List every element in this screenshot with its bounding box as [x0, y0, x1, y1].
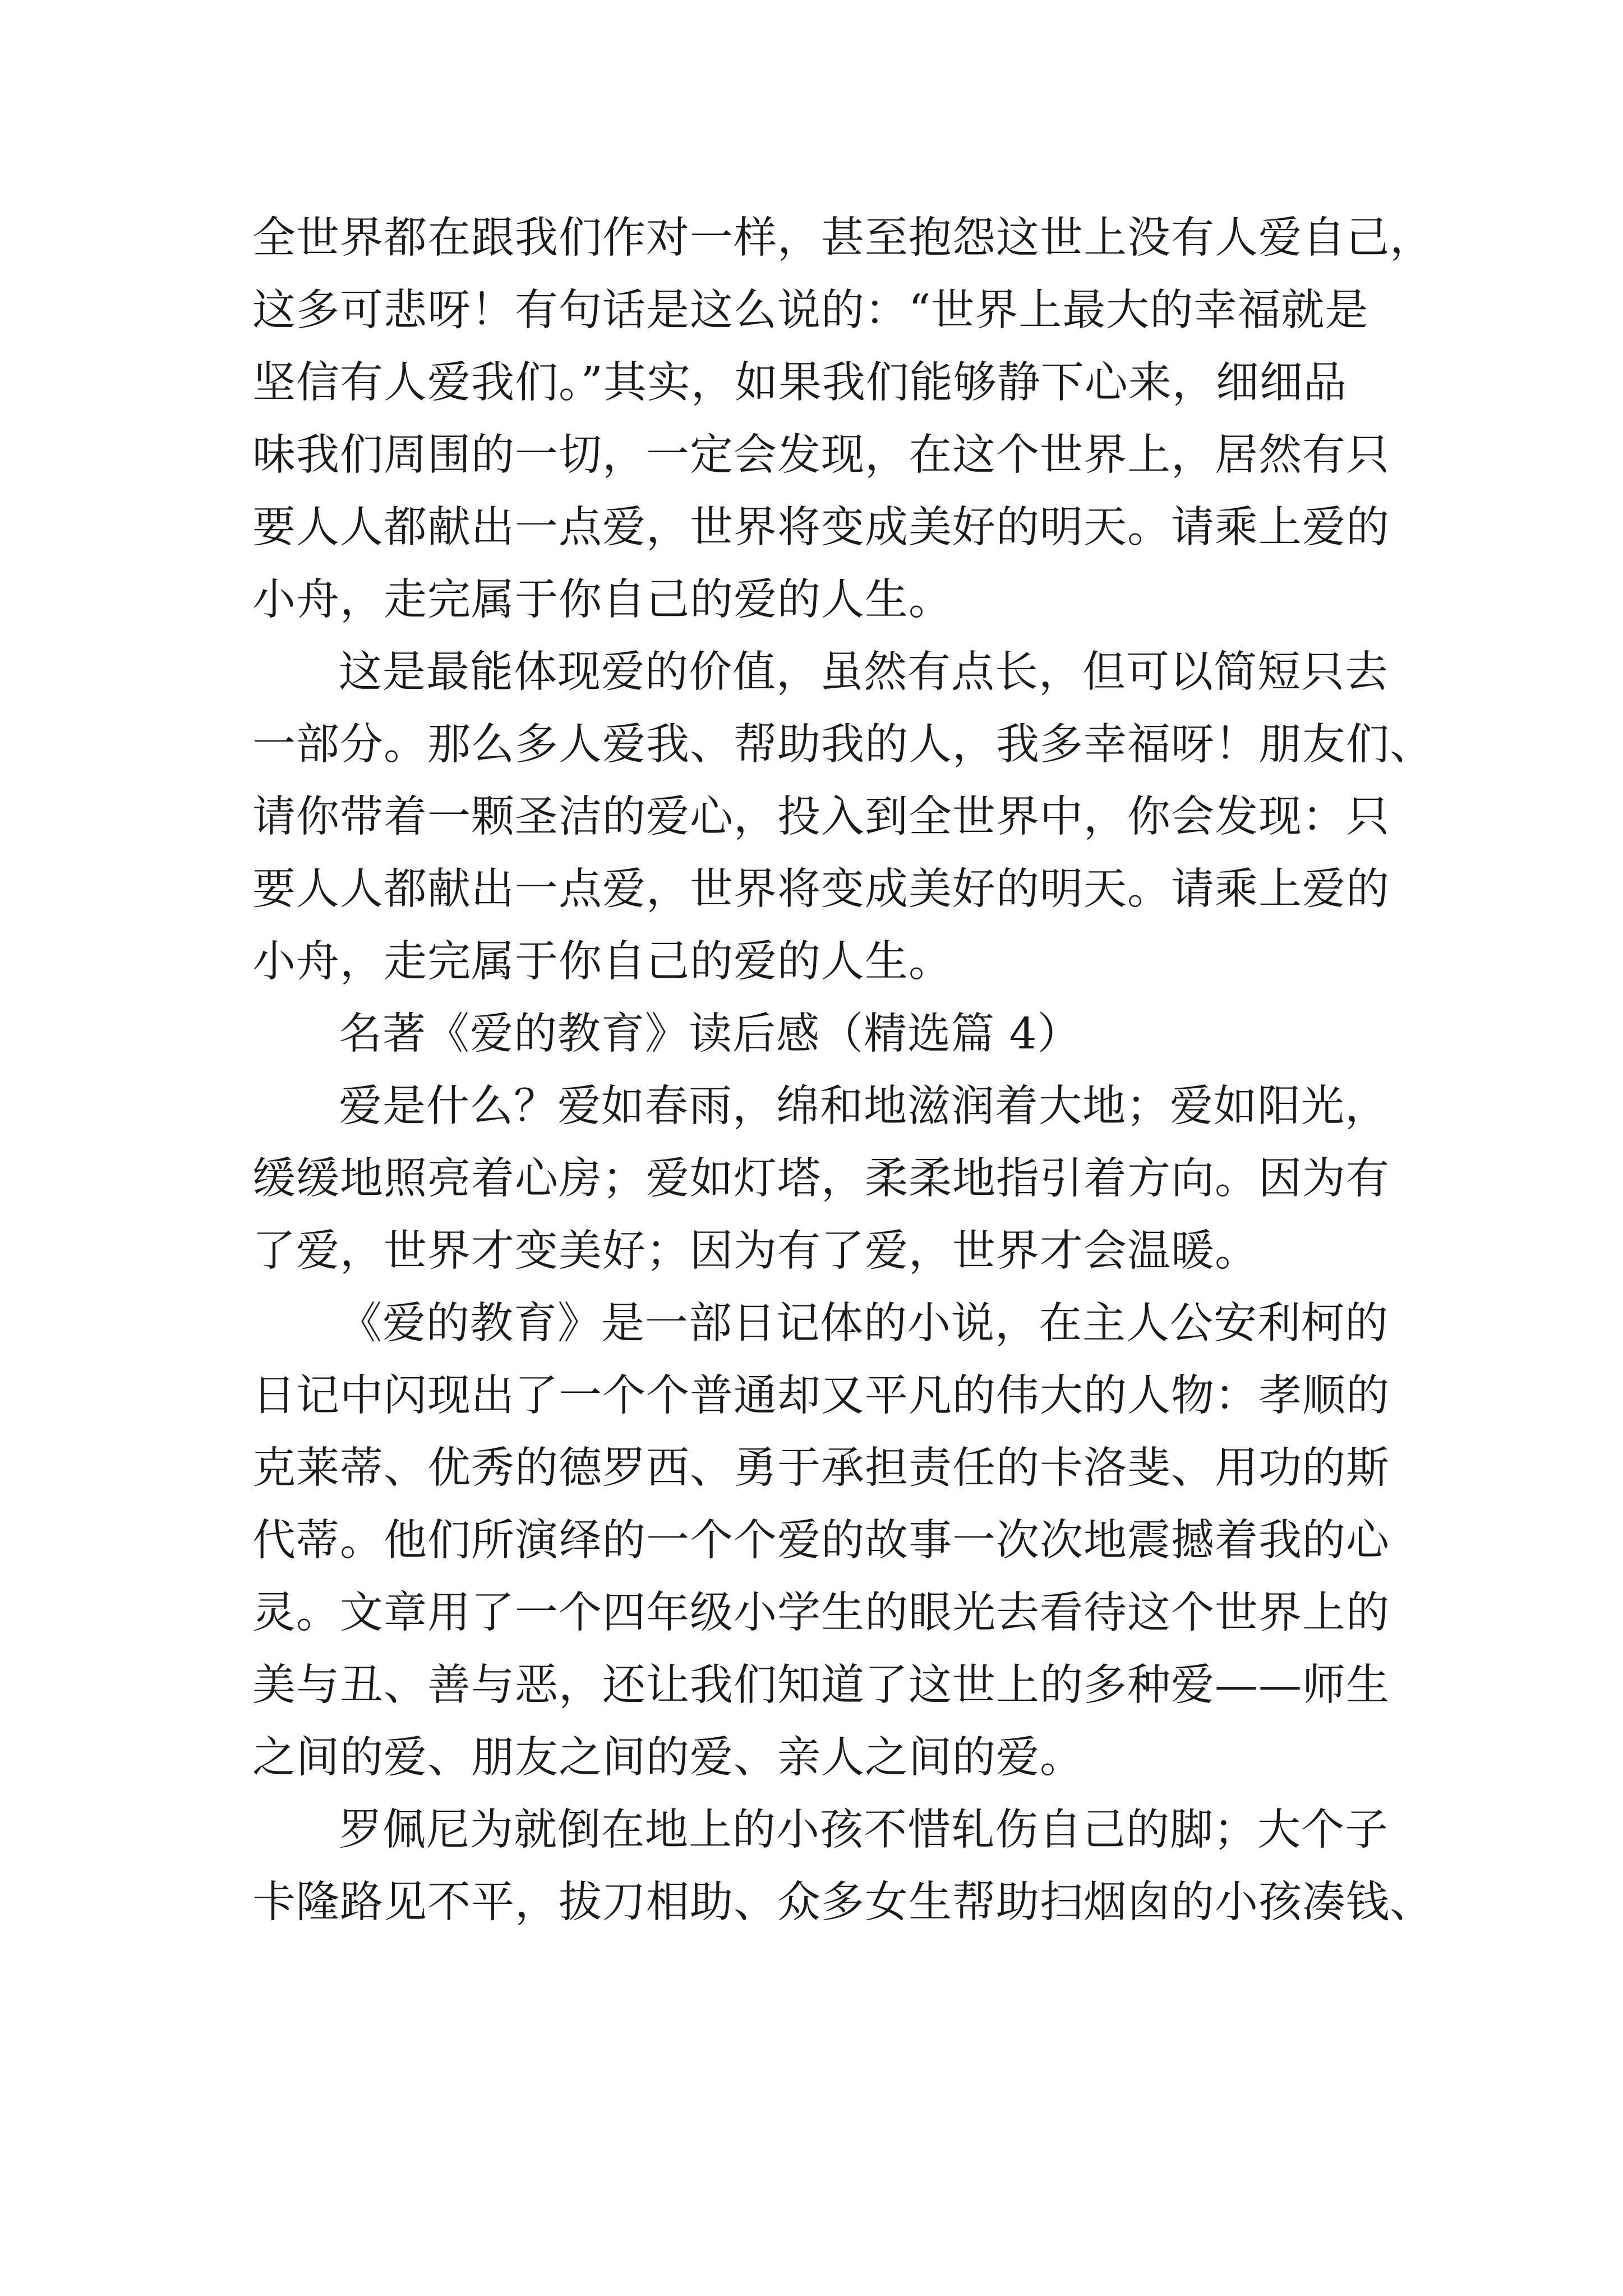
- text-line: 味我们周围的一切，一定会发现，在这个世界上，居然有只: [252, 430, 1390, 480]
- text-line: 坚信有人爱我们。”其实，如果我们能够静下心来，细细品: [252, 358, 1347, 408]
- text-line: 灵。文章用了一个四年级小学生的眼光去看待这个世界上的: [252, 1588, 1390, 1638]
- text-line: 之间的爱、朋友之间的爱、亲人之间的爱。: [252, 1733, 1083, 1783]
- text-line: 小舟，走完属于你自己的爱的人生。: [252, 937, 952, 987]
- text-line: 卡隆路见不平，拔刀相助、众多女生帮助扫烟囱的小孩凑钱、: [252, 1878, 1433, 1927]
- paragraph-2: [252, 636, 1469, 998]
- paragraph-5: [252, 1794, 1469, 1939]
- text-line: 《爱的教育》是一部日记体的小说，在主人公安利柯的: [339, 1299, 1389, 1349]
- text-line: 美与丑、善与恶，还让我们知道了这世上的多种爱——师生: [252, 1660, 1390, 1710]
- section-heading: [252, 998, 1469, 1070]
- text-line: 全世界都在跟我们作对一样，甚至抱怨这世上没有人爱自己，: [252, 213, 1433, 263]
- text-line: 代蒂。他们所演绎的一个个爱的故事一次次地震撼着我的心: [252, 1516, 1390, 1566]
- text-line: 要人人都献出一点爱，世界将变成美好的明天。请乘上爱的: [252, 864, 1390, 914]
- paragraph-1: [252, 202, 1469, 636]
- text-line: 一部分。那么多人爱我、帮助我的人，我多幸福呀！朋友们、: [252, 720, 1433, 770]
- text-line: 这是最能体现爱的价值，虽然有点长，但可以简短只去: [339, 647, 1389, 697]
- text-line: 要人人都献出一点爱，世界将变成美好的明天。请乘上爱的: [252, 503, 1390, 553]
- text-line: 这多可悲呀！有句话是这么说的：“世界上最大的幸福就是: [252, 286, 1369, 335]
- document-body: [252, 202, 1469, 1939]
- paragraph-3: [252, 1070, 1469, 1287]
- text-line: 请你带着一颗圣洁的爱心，投入到全世界中，你会发现：只: [252, 792, 1390, 842]
- text-line: 日记中闪现出了一个个普通却又平凡的伟大的人物：孝顺的: [252, 1371, 1390, 1421]
- heading-text: 名著《爱的教育》读后感（精选篇 4）: [339, 1009, 1081, 1059]
- paragraph-4: [252, 1287, 1469, 1794]
- text-line: 缓缓地照亮着心房；爱如灯塔，柔柔地指引着方向。因为有: [252, 1154, 1390, 1204]
- text-line: 小舟，走完属于你自己的爱的人生。: [252, 575, 952, 625]
- text-line: 爱是什么？爱如春雨，绵和地滋润着大地；爱如阳光，: [339, 1082, 1389, 1131]
- text-line: 克莱蒂、优秀的德罗西、勇于承担责任的卡洛斐、用功的斯: [252, 1443, 1390, 1493]
- text-line: 罗佩尼为就倒在地上的小孩不惜轧伤自己的脚；大个子: [339, 1805, 1389, 1855]
- text-line: 了爱，世界才变美好；因为有了爱，世界才会温暖。: [252, 1226, 1258, 1276]
